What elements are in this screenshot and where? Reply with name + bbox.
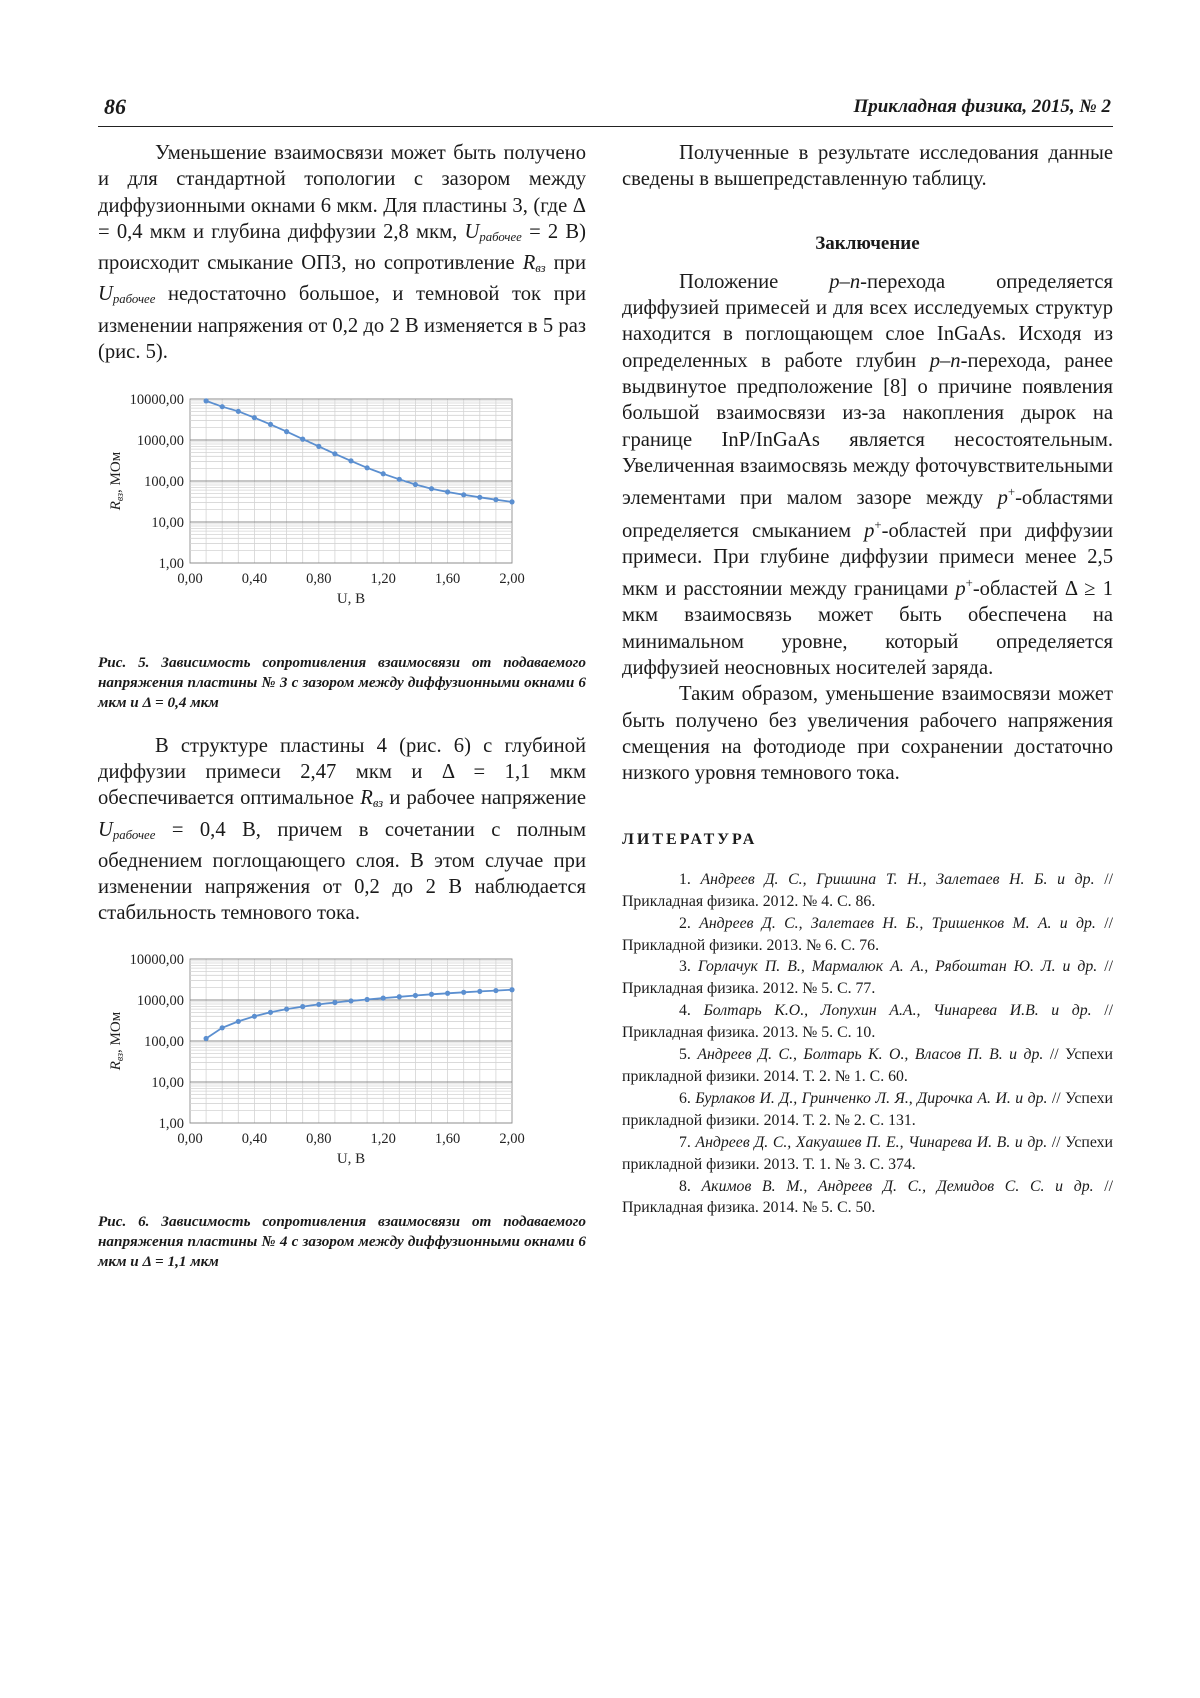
data-point <box>381 995 386 1000</box>
figure-6-caption: Рис. 6. Зависимость сопротивления взаимосвязи от подаваемого напряжения пластины № 4 с зазором между диффузионными окнами 6 мкм и Δ = 1,1 мкм <box>98 1213 586 1271</box>
data-point <box>493 497 498 502</box>
data-point <box>365 997 370 1002</box>
reference-item: 2. Андреев Д. С., Залетаев Н. Б., Тришенков М. А. и др. // Прикладной физики. 2013. № 6. С. 76. <box>622 914 1113 954</box>
data-point <box>332 452 337 457</box>
reference-item: 1. Андреев Д. С., Гришина Т. Н., Залетаев Н. Б. и др. // Прикладная физика. 2012. № 4. С. 86. <box>622 870 1113 910</box>
y-axis-label: $R_{вз}$, МОм <box>108 1011 126 1070</box>
x-tick-label: 2,00 <box>499 571 525 588</box>
data-point <box>332 1000 337 1005</box>
data-point <box>316 444 321 449</box>
data-point <box>445 990 450 995</box>
data-point <box>284 429 289 434</box>
data-point <box>348 459 353 464</box>
reference-item: 8. Акимов В. М., Андреев Д. С., Демидов С. С. и др. // Прикладная физика. 2014. № 5. С. 50. <box>622 1177 1114 1217</box>
x-tick-label: 1,60 <box>434 571 461 588</box>
data-point <box>429 991 434 996</box>
data-point <box>509 987 514 992</box>
y-tick-label: 100,00 <box>144 1033 184 1050</box>
figure-5 <box>98 391 586 712</box>
figure-6 <box>98 951 586 1272</box>
x-tick-label: 1,20 <box>370 571 396 588</box>
conclusion-title: Заключение <box>815 232 920 254</box>
data-point <box>300 1004 305 1009</box>
reference-item: 3. Горлачук П. В., Мармалюк А. А., Рябоштан Ю. Л. и др. // Прикладная физика. 2012. № 5. С. 77. <box>622 958 1113 998</box>
data-point <box>397 477 402 482</box>
paragraph-right-2: Положение p–n-перехода определяется диффузией примесей и для всех исследуемых структур находится в поглощающем слое InGaAs. Исходя из определенных в работе глубин p–n-перехода, ранее выдвинутое предположение [8] о причине появления большой взаимосвязи из-за накопления дырок на границе InP/InGaAs является несостоятельным. Увеличенная взаимосвязь между фоточувствительными элементами при малом зазоре между p+-областями определяется смыканием p+-областей при диффузии примеси. При глубине диффузии примеси менее 2,5 мкм и расстоянии между границами p+-областей Δ ≥ 1 мкм взаимосвязь может быть обеспечена на минимальном уровне, который определяется диффузией неосновных носителей заряда. <box>622 270 1113 680</box>
left-column <box>98 140 586 1272</box>
reference-item: 4. Болтарь К.О., Лопухин А.А., Чинарева И.В. и др. // Прикладная физика. 2013. № 5. С. 10. <box>622 1002 1113 1042</box>
page-header <box>98 90 1113 127</box>
data-point <box>461 493 466 498</box>
data-point <box>204 1036 209 1041</box>
data-point <box>413 993 418 998</box>
y-tick-label: 100,00 <box>144 474 184 491</box>
x-tick-label: 0,40 <box>241 571 268 588</box>
right-column <box>622 140 1113 1219</box>
x-tick-label: 1,60 <box>434 1130 461 1147</box>
x-tick-label: 1,20 <box>370 1130 396 1147</box>
data-point <box>477 989 482 994</box>
data-point <box>300 437 305 442</box>
y-tick-label: 10000,00 <box>129 951 184 968</box>
paragraph-right-3: Таким образом, уменьшение взаимосвязи может быть получено без увеличения рабочего напряжения смещения на фотодиоде при сохранении достаточно низкого уровня темнового тока. <box>622 683 1113 785</box>
data-point <box>268 422 273 427</box>
data-point <box>509 500 514 505</box>
y-tick-label: 1,00 <box>158 1115 184 1132</box>
chart-fig6 <box>98 951 586 1191</box>
data-point <box>252 1013 257 1018</box>
data-point <box>284 1006 289 1011</box>
data-point <box>204 399 209 404</box>
x-axis-label: U, В <box>336 1150 366 1167</box>
data-point <box>445 490 450 495</box>
data-point <box>381 472 386 477</box>
data-point <box>348 998 353 1003</box>
data-point <box>397 994 402 999</box>
x-tick-label: 2,00 <box>499 1130 525 1147</box>
references-list <box>622 869 1113 1220</box>
reference-item: 7. Андреев Д. С., Хакуашев П. Е., Чинарева И. В. и др. // Успехи прикладной физики. 2013. Т. 1. № 3. С. 374. <box>622 1133 1113 1173</box>
y-tick-label: 10,00 <box>151 515 184 532</box>
data-point <box>413 482 418 487</box>
reference-item: 5. Андреев Д. С., Болтарь К. О., Власов П. В. и др. // Успехи прикладной физики. 2014. Т. 2. № 1. С. 60. <box>622 1046 1114 1085</box>
reference-item: 6. Бурлаков И. Д., Гринченко Л. Я., Дирочка А. И. и др. // Успехи прикладной физики. 2014. Т. 2. № 2. С. 131. <box>622 1089 1113 1129</box>
y-tick-label: 1,00 <box>158 556 184 573</box>
paragraph-left-1: Уменьшение взаимосвязи может быть получено и для стандартной топологии с зазором между диффузионными окнами 6 мкм. Для пластины 3, (где Δ = 0,4 мкм и глубина диффузии 2,8 мкм, $U_{рабочее} = 2$ В) происходит смыкание ОПЗ, но сопротивление $R_{вз}$ при $U_{рабочее}$ недостаточно большое, и темновой ток при изменении напряжения от 0,2 до 2 В изменяется в 5 раз (рис. 5). <box>98 142 586 364</box>
data-point <box>220 404 225 409</box>
data-point <box>236 409 241 414</box>
chart-fig5 <box>98 391 586 631</box>
y-tick-label: 1000,00 <box>136 992 184 1009</box>
x-tick-label: 0,00 <box>177 1130 203 1147</box>
data-point <box>493 988 498 993</box>
paragraph-left-2: В структуре пластины 4 (рис. 6) с глубиной диффузии примеси 2,47 мкм и Δ = 1,1 мкм обеспечивается оптимальное $R_{вз}$ и рабочее напряжение $U_{рабочее} = 0,4$ В, причем в сочетании с полным обеднением поглощающего слоя. В этом случае при изменении напряжения от 0,2 до 2 В наблюдается стабильность темнового тока. <box>98 734 586 925</box>
x-tick-label: 0,00 <box>177 571 203 588</box>
data-point <box>252 415 257 420</box>
x-axis-label: U, В <box>336 591 366 608</box>
data-point <box>477 495 482 500</box>
data-point <box>429 486 434 491</box>
x-tick-label: 0,80 <box>306 1130 332 1147</box>
data-point <box>365 466 370 471</box>
data-point <box>236 1019 241 1024</box>
data-point <box>220 1025 225 1030</box>
y-tick-label: 1000,00 <box>136 433 184 450</box>
data-point <box>268 1009 273 1014</box>
y-tick-label: 10,00 <box>151 1074 184 1091</box>
data-point <box>461 989 466 994</box>
data-point <box>316 1002 321 1007</box>
journal-title: Прикладная физика, 2015, № 2 <box>853 96 1111 117</box>
y-axis-label: $R_{вз}$, МОм <box>108 452 126 511</box>
x-tick-label: 0,80 <box>306 571 332 588</box>
page-number: 86 <box>104 94 126 119</box>
figure-5-caption: Рис. 5. Зависимость сопротивления взаимосвязи от подаваемого напряжения пластины № 3 с зазором между диффузионными окнами 6 мкм и Δ = 0,4 мкм <box>98 653 586 711</box>
references-title: ЛИТЕРАТУРА <box>622 830 758 848</box>
paragraph-right-1: Полученные в результате исследования данные сведены в вышепредставленную таблицу. <box>622 142 1113 191</box>
x-tick-label: 0,40 <box>241 1130 268 1147</box>
y-tick-label: 10000,00 <box>129 392 184 409</box>
